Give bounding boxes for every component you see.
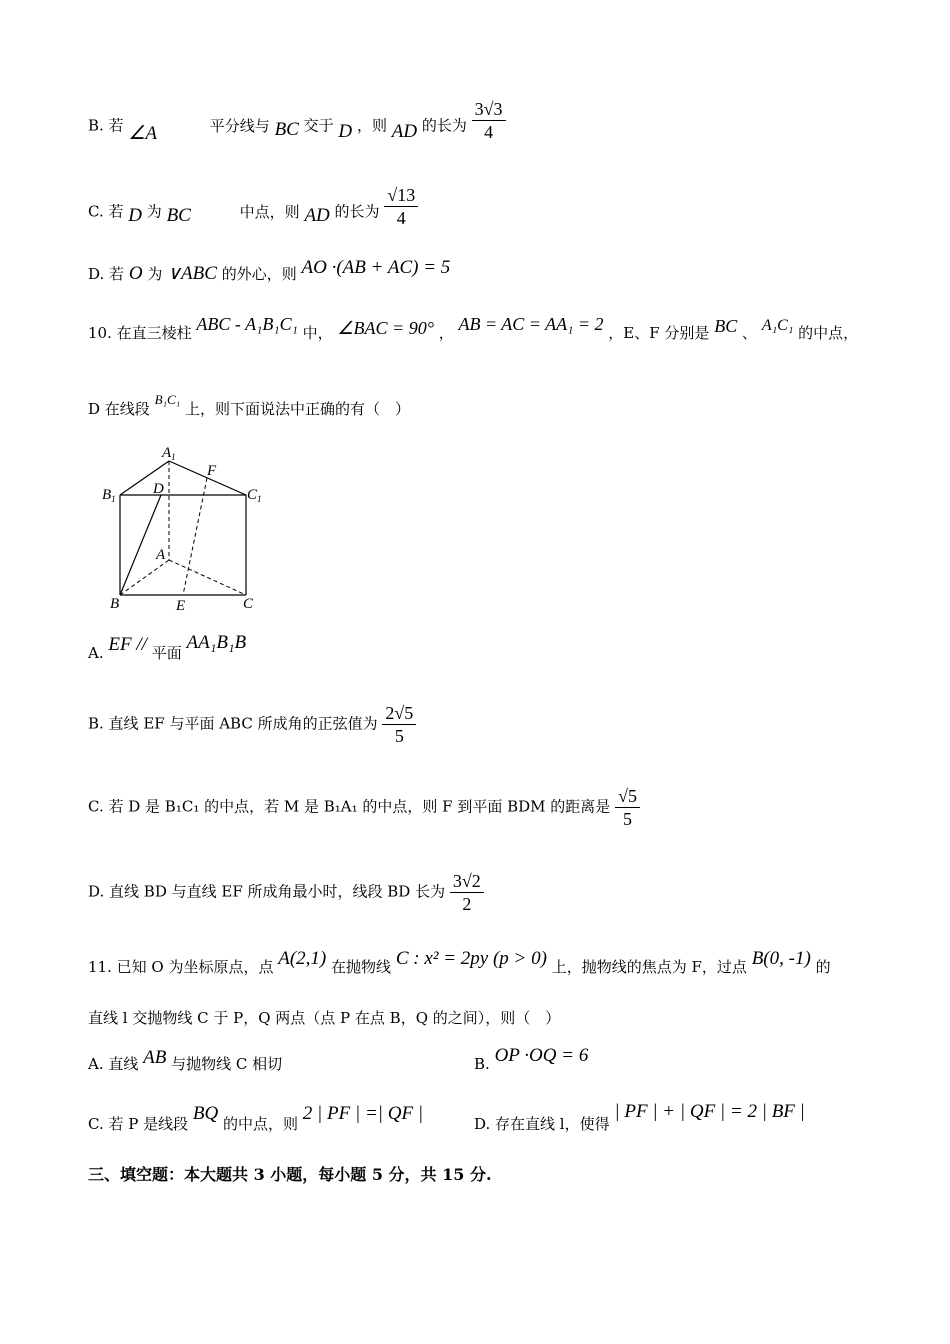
q11-option-c [88, 1103, 424, 1135]
prism-figure [96, 440, 286, 620]
math: ABC - A₁B₁C₁ [196, 314, 298, 334]
label-d: D [153, 481, 164, 497]
label-c: C [243, 596, 254, 612]
text: C. 若 D 是 B₁C₁ 的中点，若 M 是 B₁A₁ 的中点，则 F 到平面 BDM 的距离是 [88, 797, 611, 816]
text: 的中点，则 [223, 1115, 299, 1133]
q9-option-d [88, 257, 451, 285]
q11-option-b [474, 1045, 589, 1075]
text: C. 若 [88, 202, 124, 221]
fraction: $\frac{3√2}{2}$ [450, 870, 484, 915]
math: A₁C₁ [761, 317, 794, 334]
math: EF // [108, 634, 147, 655]
math: AD [304, 204, 330, 226]
text: 在抛物线 [331, 958, 392, 976]
math: BC [274, 118, 299, 140]
math: ∠BAC = 90° [337, 318, 434, 338]
math: O [128, 263, 143, 284]
math: AA₁B₁B [186, 632, 247, 653]
text: D 在线段 [88, 400, 150, 418]
text: ，E、F 分别是 [608, 324, 710, 342]
fraction: $\frac{3√3}{4}$ [472, 98, 506, 143]
math-expression: AO ·(AB + AC) = 5 [301, 257, 451, 278]
text: ，则 [356, 116, 387, 135]
fraction: $\frac{√13}{4}$ [384, 184, 418, 229]
text: 交于 [303, 116, 334, 135]
math-angle: ∠A [128, 122, 157, 144]
text: B. 若 [88, 116, 124, 135]
q9-option-b [88, 99, 506, 149]
text: 平分线与 [209, 116, 270, 135]
q10-stem-line1 [88, 314, 859, 343]
text: A. 直线 [88, 1055, 139, 1073]
text: 直线 l 交抛物线 C 于 P，Q 两点（点 P 在点 B，Q 的之间），则（ ） [88, 1009, 561, 1027]
text: D. 存在直线 l，使得 [474, 1115, 610, 1133]
math: C : x² = 2py (p > 0) [395, 948, 547, 969]
math: | PF | + | QF | = 2 | BF | [614, 1101, 805, 1122]
fraction: $\frac{√5}{5}$ [615, 785, 640, 830]
text: 的外心，则 [221, 265, 297, 283]
label-a1: $A_1$ [162, 445, 176, 462]
text: D. 直线 BD 与直线 EF 所成角最小时，线段 BD 长为 [88, 882, 446, 901]
text: 中， [302, 324, 333, 342]
math: BC [166, 204, 191, 226]
q11-stem-line2 [88, 1007, 560, 1028]
text: 11. 已知 O 为坐标原点，点 [88, 958, 274, 976]
label-a: A [156, 547, 166, 563]
label-b: B [110, 596, 120, 612]
q10-option-d [88, 870, 484, 915]
math: D [338, 120, 353, 142]
text: 平面 [151, 644, 182, 662]
q9-option-c [88, 185, 418, 235]
math: AB [143, 1047, 167, 1068]
text: 的中点， [798, 324, 859, 342]
text: C. 若 P 是线段 [88, 1115, 189, 1133]
math: B₁C₁ [154, 392, 181, 407]
text: B. 直线 EF 与平面 ABC 所成角的正弦值为 [88, 714, 378, 733]
math: BC [714, 316, 738, 336]
math: BQ [192, 1103, 219, 1124]
text: ， [438, 324, 454, 342]
math: A(2,1) [278, 948, 327, 969]
text: 10. 在直三棱柱 [88, 324, 192, 342]
math: D [128, 204, 142, 226]
math: ∨ABC [167, 263, 217, 284]
q11-stem-line1 [88, 948, 831, 978]
text: B. [474, 1055, 490, 1073]
math: 2 | PF | =| QF | [302, 1103, 424, 1124]
section-heading: 三、填空题：本大题共 3 小题，每小题 5 分，共 15 分. [88, 1165, 492, 1184]
q11-option-d [474, 1101, 805, 1135]
label-b1: $B_1$ [102, 487, 116, 504]
label-e: E [176, 598, 186, 614]
label-f: F [207, 463, 217, 479]
text: 的长为 [421, 116, 467, 135]
math: B(0, -1) [751, 948, 811, 969]
q10-option-a [88, 632, 247, 664]
text: 中点，则 [239, 202, 300, 221]
text: D. 若 [88, 265, 125, 283]
text: 、 [742, 324, 758, 342]
math: OP ·OQ = 6 [494, 1045, 589, 1066]
text: A. [88, 644, 104, 662]
q10-option-b [88, 702, 416, 747]
text: 的长为 [334, 202, 380, 221]
label-c1: $C_1$ [247, 487, 262, 504]
text: 上，抛物线的焦点为 F，过点 [551, 958, 747, 976]
text: 与抛物线 C 相切 [171, 1055, 283, 1073]
fraction: $\frac{2√5}{5}$ [382, 702, 416, 747]
text: 为 [146, 202, 162, 221]
math: AB = AC = AA₁ = 2 [458, 314, 604, 334]
q11-option-a [88, 1047, 283, 1075]
text: 为 [147, 265, 163, 283]
text: 的 [815, 958, 831, 976]
q10-option-c [88, 785, 640, 830]
math: AD [391, 120, 418, 142]
q10-stem-line2 [88, 392, 411, 419]
text: 上，则下面说法中正确的有（ ） [185, 400, 411, 418]
